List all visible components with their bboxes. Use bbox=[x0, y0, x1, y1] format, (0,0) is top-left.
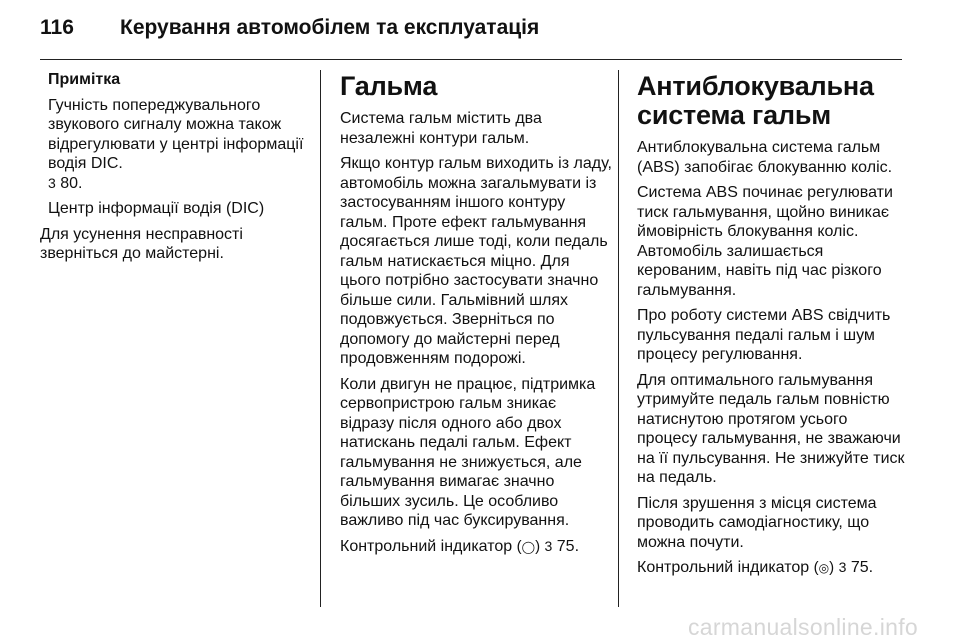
brakes-indicator-line bbox=[340, 537, 612, 558]
page-ref-arrow-icon: 3 bbox=[48, 174, 56, 191]
brakes-paragraph-1: Система гальм містить два незалежні контури гальм. bbox=[340, 110, 542, 147]
brakes-heading: Гальма bbox=[340, 71, 438, 101]
brake-warning-icon: (◯) bbox=[516, 537, 541, 555]
page-ref-arrow-icon: 3 bbox=[544, 537, 553, 554]
header-rule bbox=[40, 59, 902, 60]
abs-paragraph-2: Система ABS починає регулювати тиск гальмування, щойно виникає ймовірність блокування коліс. Автомобіль залишається керованим, навіть під час різкого гальмування. bbox=[637, 184, 893, 299]
abs-paragraph-4: Для оптимального гальмування утримуйте педаль гальм повністю натиснутою протягом усього процесу гальмування, не зважаючи на її пульсування. Не знижуйте тиск на педаль. bbox=[637, 371, 905, 486]
brakes-paragraph-3: Коли двигун не працює, підтримка сервопристрою гальм зникає відразу після одного або двох натискань педалі гальм. Ефект гальмування не знижується, але гальмування вимагає значно більших зусиль. Це особливо важливо під час буксирування. bbox=[340, 375, 596, 529]
page-title: Керування автомобілем та експлуатація bbox=[120, 16, 540, 39]
brakes-indicator-page[interactable]: 75. bbox=[556, 537, 580, 555]
brakes-paragraph-2: Якщо контур гальм виходить із ладу, автомобіль можна загальмувати із застосуванням іншого контуру гальм. Проте ефект гальмування досягається лише тоді, коли педаль гальм натискається міцно. Для цього потрібно застосувати значно більше сили. Гальмівний шлях подовжується. Зверніться по допомогу до майстерні перед продовженням подорожі. bbox=[340, 155, 612, 367]
watermark: carmanualsonline.info bbox=[687, 614, 918, 640]
abs-paragraph-5: Після зрушення з місця система проводить самодіагностику, що можна почути. bbox=[637, 494, 877, 551]
abs-indicator-label: Контрольний індикатор bbox=[637, 559, 810, 576]
abs-warning-icon: (◎) bbox=[813, 559, 835, 576]
note-paragraph-1 bbox=[48, 96, 308, 194]
left-column bbox=[40, 70, 308, 270]
abs-paragraph-1: Антиблокувальна система гальм (ABS) запобігає блокуванню коліс. bbox=[637, 139, 893, 176]
abs-heading: Антиблокувальна система гальм bbox=[637, 71, 874, 130]
brakes-indicator-label: Контрольний індикатор bbox=[340, 537, 513, 555]
abs-column bbox=[637, 70, 909, 585]
abs-paragraph-3: Про роботу системи ABS свідчить пульсування педалі гальм і шум процесу регулювання. bbox=[637, 307, 891, 363]
column-divider-1 bbox=[320, 70, 321, 607]
note-title: Примітка bbox=[48, 71, 121, 88]
note-text-1: Гучність попереджувального звукового сигналу можна також відрегулювати у центрі інформації водія DIC. bbox=[48, 96, 304, 172]
left-paragraph-1: Для усунення несправності зверніться до майстерні. bbox=[40, 225, 243, 262]
column-divider-2 bbox=[618, 70, 619, 607]
note-paragraph-2: Центр інформації водія (DIC) bbox=[48, 200, 265, 217]
page-ref-arrow-icon: 3 bbox=[838, 559, 847, 575]
brakes-column bbox=[340, 70, 612, 563]
page-number: 116 bbox=[40, 16, 74, 39]
note-box bbox=[40, 70, 308, 219]
abs-indicator-line bbox=[637, 558, 909, 579]
page-header bbox=[40, 16, 920, 40]
abs-indicator-page[interactable]: 75. bbox=[850, 559, 874, 576]
note-ref-page[interactable]: 80. bbox=[60, 174, 83, 192]
